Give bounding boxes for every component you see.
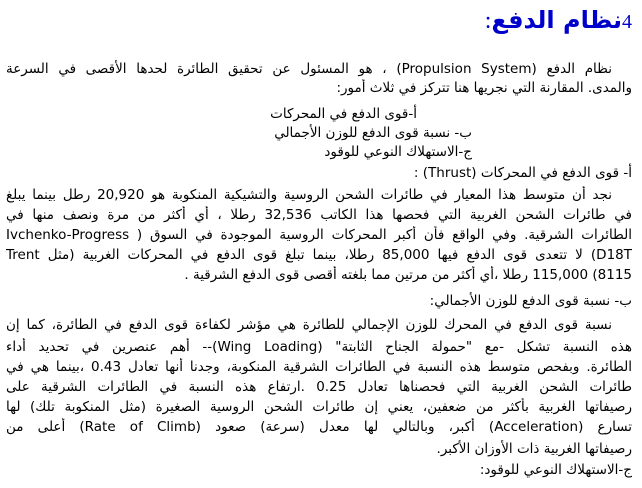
criteria-item-a: أ-قوى الدفع في المحركات — [270, 106, 417, 122]
section-a-line-2: في طائرات الشحن الغربية التي فحصها هذا الكاتب 32,536 رطلا ، أي أكثر من مرة ونصف منها في — [6, 207, 632, 223]
heading-title: نظام الدفع — [491, 6, 622, 34]
section-b-title: ب- نسبة قوى الدفع للوزن الأجمالي: — [429, 293, 632, 309]
section-c-title: ج-الاستهلاك النوعي للوقود: — [479, 462, 632, 478]
intro-line-2: والمدى. المقارنة التي نجريها هنا تتركز في ثلاث أمور: — [336, 80, 632, 96]
section-a-line-3: الطائرات الشرقية. وفي الواقع فأن أكبر المحركات الروسية الموجودة في السوق ( Ivchenko-Progress — [6, 227, 632, 243]
section-a-line-5: 8115) 115,000 رطلا ،أي أكثر من مرتين مما بلغته أقصى قوى الدفع الشرقية . — [184, 267, 632, 283]
section-b-line-3: الطائرة. وبفحص متوسط هذه النسبة في الطائرات الشرقية المنكوبة، وجدنا أنها تعادل 0.43 ،بينما هي في — [6, 359, 632, 375]
criteria-item-b: ب- نسبة قوى الدفع للوزن الأجمالي — [274, 125, 472, 141]
section-heading — [485, 4, 632, 38]
section-b-line-5: رصيفاتها الغربية بأكثر من ضعفين، يعني إن طائرات الشحن الروسية الصغيرة (مثل المنكوبة تلك) لها — [6, 399, 632, 415]
heading-colon: : — [484, 8, 492, 34]
section-b-line-1: نسبة قوى الدفع في المحرك للوزن الإجمالي للطائرة هي مؤشر لكفاءة قوى الدفع في الطائرة، كما إن — [6, 317, 612, 333]
section-b-line-2: هذه النسبة تشكل -مع "حمولة الجناح الثابتة" (Wing Loading)-- أهم عنصرين في تحديد أداء — [6, 339, 632, 355]
section-a-line-4: D18T) لا تتعدى قوى الدفع فيها 85,000 رطلا، بينما تبلغ قوى الدفع في المحركات الغربية (مثل Trent — [6, 247, 632, 263]
heading-number: 4 — [622, 11, 632, 33]
intro-line-1: نظام الدفع (Propulsion System) ، هو المسئول عن تحقيق الطائرة لحدها الأقصى في السرعة — [6, 61, 612, 77]
section-a-line-1: نجد أن متوسط هذا المعيار في طائرات الشحن الروسية والتشيكية المنكوبة هو 20,920 رطل بينما يبلغ — [6, 187, 612, 203]
section-b-line-7: رصيفاتها الغربية ذات الأوزان الأكبر. — [436, 441, 632, 457]
section-b-line-4: طائرات الشحن الغربية التي فحصناها تعادل 0.25 .ارتفاع هذه النسبة في الطائرات الشرقية على — [6, 379, 632, 395]
section-a-title: أ- قوى الدفع في المحركات (Thrust) : — [413, 165, 632, 181]
section-b-line-6: تسارع (Acceleration) أكبر، وبالتالي لها معدل (سرعة) صعود (Rate of Climb) أعلى من — [6, 419, 632, 435]
criteria-item-c: ج-الاستهلاك النوعي للوقود — [324, 144, 472, 160]
